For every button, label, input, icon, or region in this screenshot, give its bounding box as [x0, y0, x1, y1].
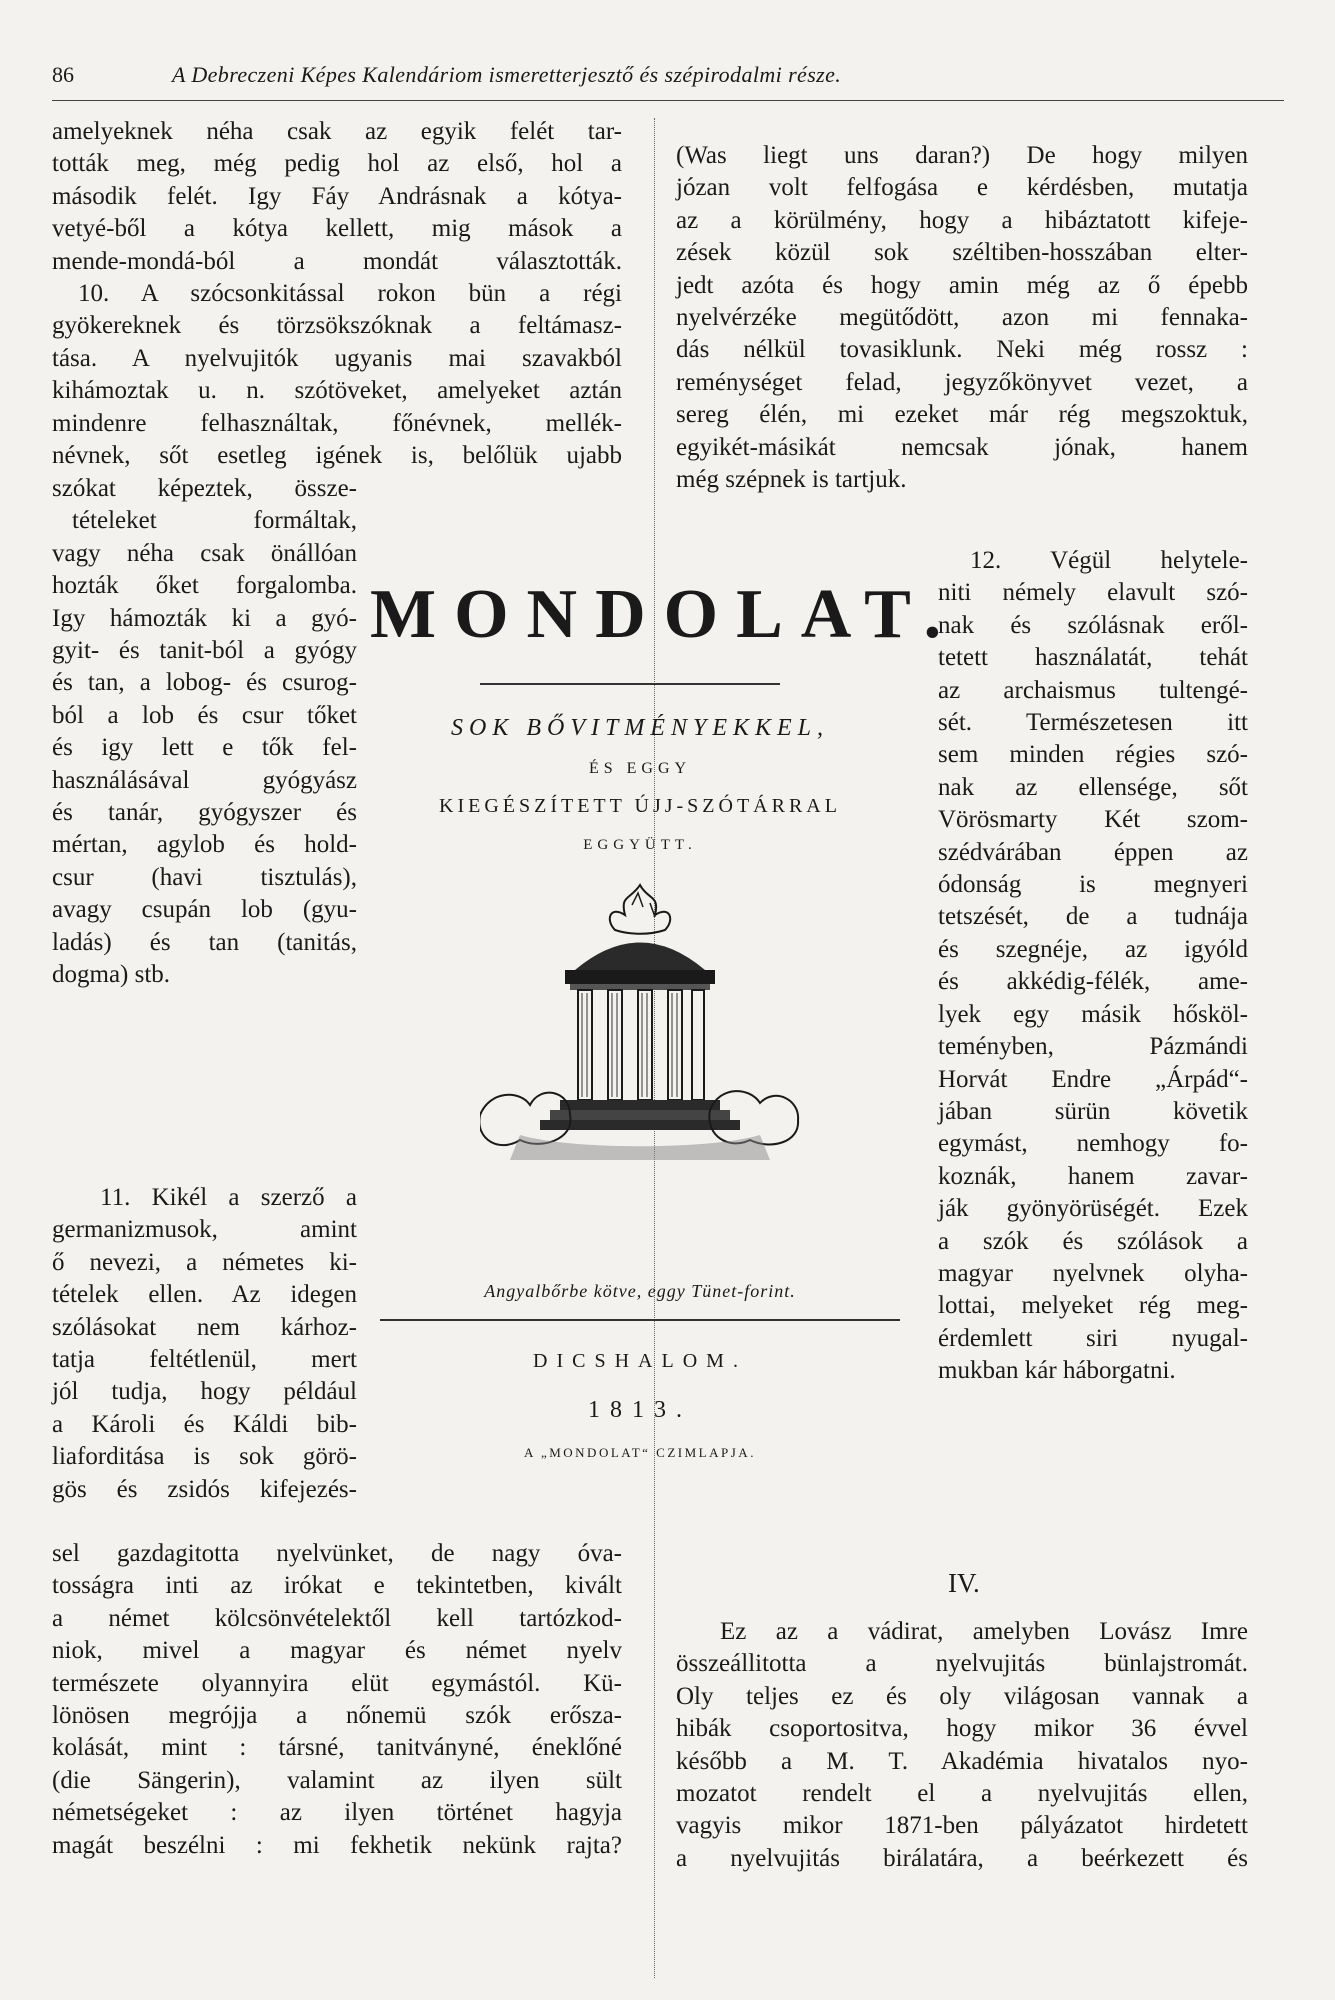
text-line: niti némely elavult szó-	[938, 579, 1248, 607]
text-line: és akkédig-félék, ame-	[938, 968, 1248, 996]
text-line: és szegnéje, az igyóld	[938, 935, 1248, 963]
text-line: amelyeknek néha csak az egyik felét tar-	[52, 118, 622, 145]
text-line: jól tudja, hogy például	[52, 1378, 357, 1406]
text-line: jedt azóta és hogy amin még az ő épebb	[676, 271, 1248, 299]
text-line: sem minden régies szó-	[938, 741, 1248, 769]
text-line: gyit- és tanit-ból a gyógy	[52, 637, 357, 665]
text-line: vagy néha csak önállóan	[52, 539, 357, 567]
section-number: IV.	[948, 1568, 980, 1598]
text-line: józan volt felfogása e kérdésben, mutatja	[676, 174, 1248, 202]
text-line: németségeket : az ilyen történet hagyja	[52, 1799, 622, 1827]
left-para-2-narrow	[52, 473, 357, 992]
subtitle-line: SOK BŐVITMÉNYEKKEL,	[450, 715, 830, 741]
text-line: szédvárában éppen az	[938, 838, 1248, 866]
text-line: tása. A nyelvujitók ugyanis mai szavakból	[52, 344, 622, 372]
text-line: ő nevezi, a németes ki-	[52, 1248, 357, 1276]
page-number: 86	[52, 62, 74, 87]
text-line: a német kölcsönvételektől kell tartózkod-	[52, 1604, 622, 1632]
text-line: germanizmusok, amint	[52, 1216, 357, 1244]
text-line: nak az ellensége, sőt	[938, 773, 1248, 801]
text-line: második felét. Igy Fáy Andrásnak a kótya-	[52, 182, 622, 210]
text-line: szólásokat nem kárhoz-	[52, 1313, 357, 1341]
text-line: összeállitotta a nyelvujitás bünlajstromát.	[676, 1650, 1248, 1678]
text-line: tatja feltétlenül, mert	[52, 1346, 357, 1374]
text-line: az a körülmény, hogy a hibáztatott kifeje-	[676, 206, 1248, 234]
text-line: teményben, Pázmándi	[938, 1033, 1248, 1061]
text-line: ódonság is megnyeri	[938, 871, 1248, 899]
text-line: és tanár, gyógyszer és	[52, 799, 357, 827]
text-line: természete olyannyira elüt egymástól. Kü-	[52, 1669, 622, 1697]
text-line: Oly teljes ez és oly világosan vannak a	[676, 1682, 1248, 1710]
conjunction-line: ÉS EGGY	[588, 760, 692, 777]
text-line: vetyé-ből a kótya kellett, mig mások a	[52, 215, 622, 243]
publication-year: 1813.	[588, 1397, 692, 1423]
text-line: mértan, agylob és hold-	[52, 831, 357, 859]
text-line: névnek, sőt esetleg igének is, belőlük ujabb	[52, 442, 622, 470]
left-para-3-narrow	[52, 1182, 357, 1506]
text-line: Vörösmarty Két szom-	[938, 806, 1248, 834]
text-line: tételek ellen. Az idegen	[52, 1281, 357, 1309]
text-line: nak és szólásnak eről-	[938, 611, 1248, 639]
ornamental-rule	[380, 1319, 900, 1321]
text-line: később a M. T. Akadémia hivatalos nyo-	[676, 1747, 1248, 1775]
text-line: Horvát Endre „Árpád“-	[938, 1065, 1248, 1093]
text-line: avagy csupán lob (gyu-	[52, 896, 357, 924]
text-line: dás nélkül tovasiklunk. Neki még rossz :	[676, 336, 1248, 364]
text-line: a Károli és Káldi bib-	[52, 1410, 357, 1438]
text-line: ják gyönyörüségét. Ezek	[938, 1195, 1248, 1223]
header-rule	[52, 100, 1284, 101]
text-line: 11. Kikél a szerző a	[100, 1184, 357, 1211]
right-para-1	[676, 140, 1248, 496]
text-line: mindenre felhasználtak, főnévnek, mellék-	[52, 409, 622, 437]
running-title: A Debreczeni Képes Kalendáriom ismeretterjesztő és szépirodalmi része.	[172, 62, 842, 87]
text-line: lönösen megrójja a nőnemü szók erősza-	[52, 1702, 622, 1730]
text-line: az archaismus tultengé-	[938, 676, 1248, 704]
text-line: ladás) és tan (tanitás,	[52, 928, 357, 956]
text-line: Ez az a vádirat, amelyben Lovász Imre	[720, 1618, 1248, 1645]
text-line: lottai, melyeket rég meg-	[938, 1292, 1248, 1320]
text-line: gös és zsidós kifejezés-	[52, 1475, 357, 1503]
text-line: mozatot rendelt el a nyelvujitás ellen,	[676, 1780, 1248, 1808]
text-line: és igy lett e tők fel-	[52, 734, 357, 762]
text-line: a szók és szólások a	[938, 1227, 1248, 1255]
text-line: gyökereknek és törzsökszóknak a feltámasz-	[52, 312, 622, 340]
text-line: kihámoztak u. n. szótöveket, amelyeket aztán	[52, 377, 622, 405]
text-line: jában sürün követik	[938, 1097, 1248, 1125]
text-line: reménységet felad, jegyzőkönyvet vezet, a	[676, 368, 1248, 396]
text-line: mende-mondá-ból a mondát választották.	[52, 247, 622, 275]
text-line: tetszését, de a tudnája	[938, 903, 1248, 931]
text-line: magát beszélni : mi fekhetik nekünk rajta?	[52, 1831, 622, 1859]
text-line: nyelvérzéke megütődött, azon mi fennaka-	[676, 304, 1248, 332]
text-line: (die Sängerin), valamint az ilyen sült	[52, 1766, 622, 1794]
text-line: 10. A szócsonkitással rokon bün a régi	[78, 280, 622, 307]
text-line: egyikét-másikát nemcsak jónak, hanem	[676, 433, 1248, 461]
page-header	[52, 62, 1288, 94]
text-line: lyek egy másik hősköl-	[938, 1000, 1248, 1028]
text-line: (Was liegt uns daran?) De hogy milyen	[676, 142, 1248, 169]
text-line: sereg élén, mi ezeket már rég megszoktuk,	[676, 401, 1248, 429]
text-line: 12. Végül helytele-	[970, 547, 1248, 574]
text-line: Igy hámozták ki a gyó-	[52, 604, 357, 632]
text-line: sel gazdagitotta nyelvünket, de nagy óva-	[52, 1540, 622, 1567]
right-para-2-narrow	[938, 545, 1248, 1388]
text-line: niok, mivel a magyar és német nyelv	[52, 1637, 622, 1665]
text-line: érdemlett siri nyugal-	[938, 1324, 1248, 1352]
text-line: szókat képeztek, össze-	[52, 475, 357, 502]
text-line: tételeket formáltak,	[72, 507, 357, 535]
dictionary-line: KIEGÉSZÍTETT ÚJJ-SZÓTÁRRAL	[439, 795, 841, 817]
text-line: tetett használatát, tehát	[938, 644, 1248, 672]
text-line: csur (havi tisztulás),	[52, 863, 357, 891]
text-line: mukban kár háborgatni.	[938, 1357, 1176, 1385]
temple-engraving	[480, 875, 800, 1165]
text-line: hozták őket forgalomba.	[52, 572, 357, 600]
text-line: zések közül sok széltiben-hosszában elter-	[676, 239, 1248, 267]
mondolat-title: MONDOLAT.	[370, 576, 960, 653]
binding-note: Angyalbőrbe kötve, eggy Tünet-forint.	[484, 1281, 796, 1301]
text-line: a nyelvujitás birálatára, a beérkezett és	[676, 1844, 1248, 1872]
place-of-publication: DICSHALOM.	[533, 1350, 747, 1372]
text-line: használásával gyógyász	[52, 766, 357, 794]
text-line: és tan, a lobog- és csurog-	[52, 669, 357, 697]
text-line: vagyis mikor 1871-ben pályázatot hirdetett	[676, 1812, 1248, 1840]
text-line: tották meg, még pedig hol az első, hol a	[52, 150, 622, 178]
left-para-1	[52, 116, 622, 278]
text-line: ból a lob és csur tőket	[52, 701, 357, 729]
text-line: koznák, hanem zavar-	[938, 1162, 1248, 1190]
text-line: magyar nyelvnek olyha-	[938, 1259, 1248, 1287]
text-line: dogma) stb.	[52, 961, 171, 989]
text-line: sét. Természetesen itt	[938, 709, 1248, 737]
text-line: egymást, nemhogy fo-	[938, 1130, 1248, 1158]
figure-caption: A „MONDOLAT“ CZIMLAPJA.	[524, 1445, 756, 1460]
left-para-2-top	[52, 278, 622, 472]
text-line: kolását, mint : társné, tanitványné, éneklőné	[52, 1734, 622, 1762]
text-line: még szépnek is tartjuk.	[676, 466, 907, 494]
text-line: liaforditása is sok görö-	[52, 1443, 357, 1471]
right-para-3	[676, 1616, 1248, 1875]
mondolat-title-page	[360, 575, 960, 1595]
ornamental-rule	[480, 683, 780, 685]
text-line: tosságra inti az irókat e tekintetben, kivált	[52, 1572, 622, 1600]
together-line: EGGYÜTT.	[583, 837, 697, 853]
text-line: hibák csoportositva, hogy mikor 36 évvel	[676, 1715, 1248, 1743]
